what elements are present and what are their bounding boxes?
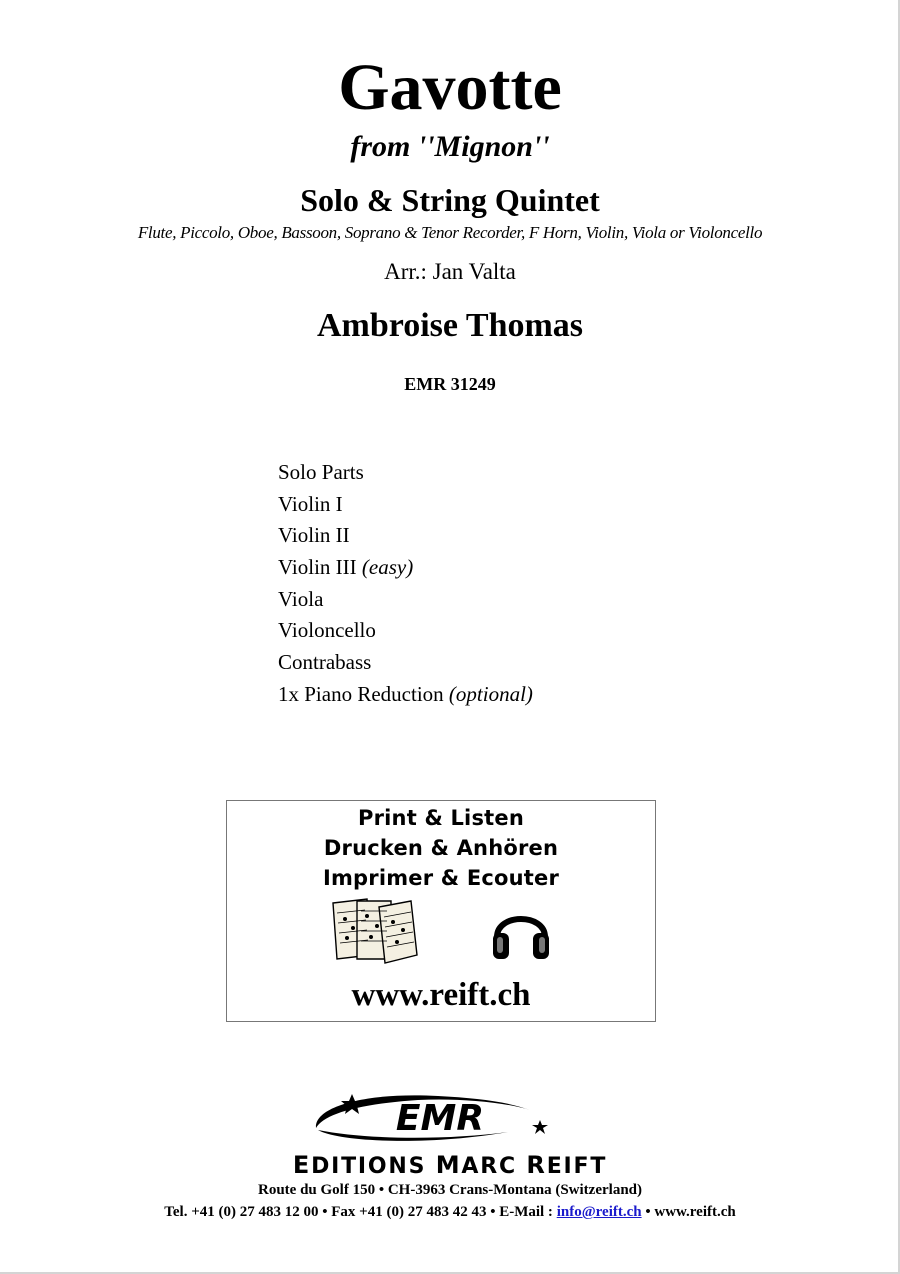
list-item: Violin III (easy) (278, 555, 414, 580)
ensemble-heading: Solo & String Quintet (300, 182, 600, 218)
catalog-number: EMR 31249 (404, 374, 496, 394)
sheet-music-icon (327, 897, 421, 965)
composer: Ambroise Thomas (316, 307, 584, 344)
promo-icons (227, 893, 655, 971)
emr-logo-text: EMR (395, 1098, 485, 1139)
promo-url[interactable]: www.reift.ch (351, 977, 531, 1013)
solo-instruments-list: Flute, Piccolo, Oboe, Bassoon, Soprano & Tenor Recorder, F Horn, Violin, Viola or Violoncello (137, 223, 763, 242)
subtitle: from ''Mignon'' (350, 130, 550, 163)
print-listen-box (226, 800, 656, 1022)
emr-logo (308, 1088, 558, 1148)
parts-list (278, 457, 533, 711)
publisher-address: Route du Golf 150 • CH-3963 Crans-Montana (Switzerland) (258, 1182, 642, 1198)
promo-line-german: Drucken & Anhören (323, 836, 559, 860)
list-item: Violin I (278, 491, 343, 516)
promo-line-english: Print & Listen (358, 806, 524, 830)
arranger: Arr.: Jan Valta (384, 259, 516, 284)
list-item: Contrabass (278, 650, 372, 675)
publisher-name: EDITIONS MARC REIFT (292, 1151, 608, 1179)
publisher-contact: Tel. +41 (0) 27 483 12 00 • Fax +41 (0) 27 483 42 43 • E-Mail : info@reift.ch • www.reift.ch (164, 1204, 736, 1220)
email-link[interactable]: info@reift.ch (556, 1204, 642, 1220)
list-item: Solo Parts (278, 460, 364, 484)
list-item: Viola (278, 586, 324, 611)
headphones-icon (489, 899, 553, 963)
list-item: Violin II (278, 523, 350, 548)
page-title: Gavotte (338, 51, 562, 124)
promo-line-french: Imprimer & Ecouter (322, 866, 560, 890)
list-item: 1x Piano Reduction (optional) (278, 681, 533, 706)
list-item: Violoncello (278, 618, 376, 643)
